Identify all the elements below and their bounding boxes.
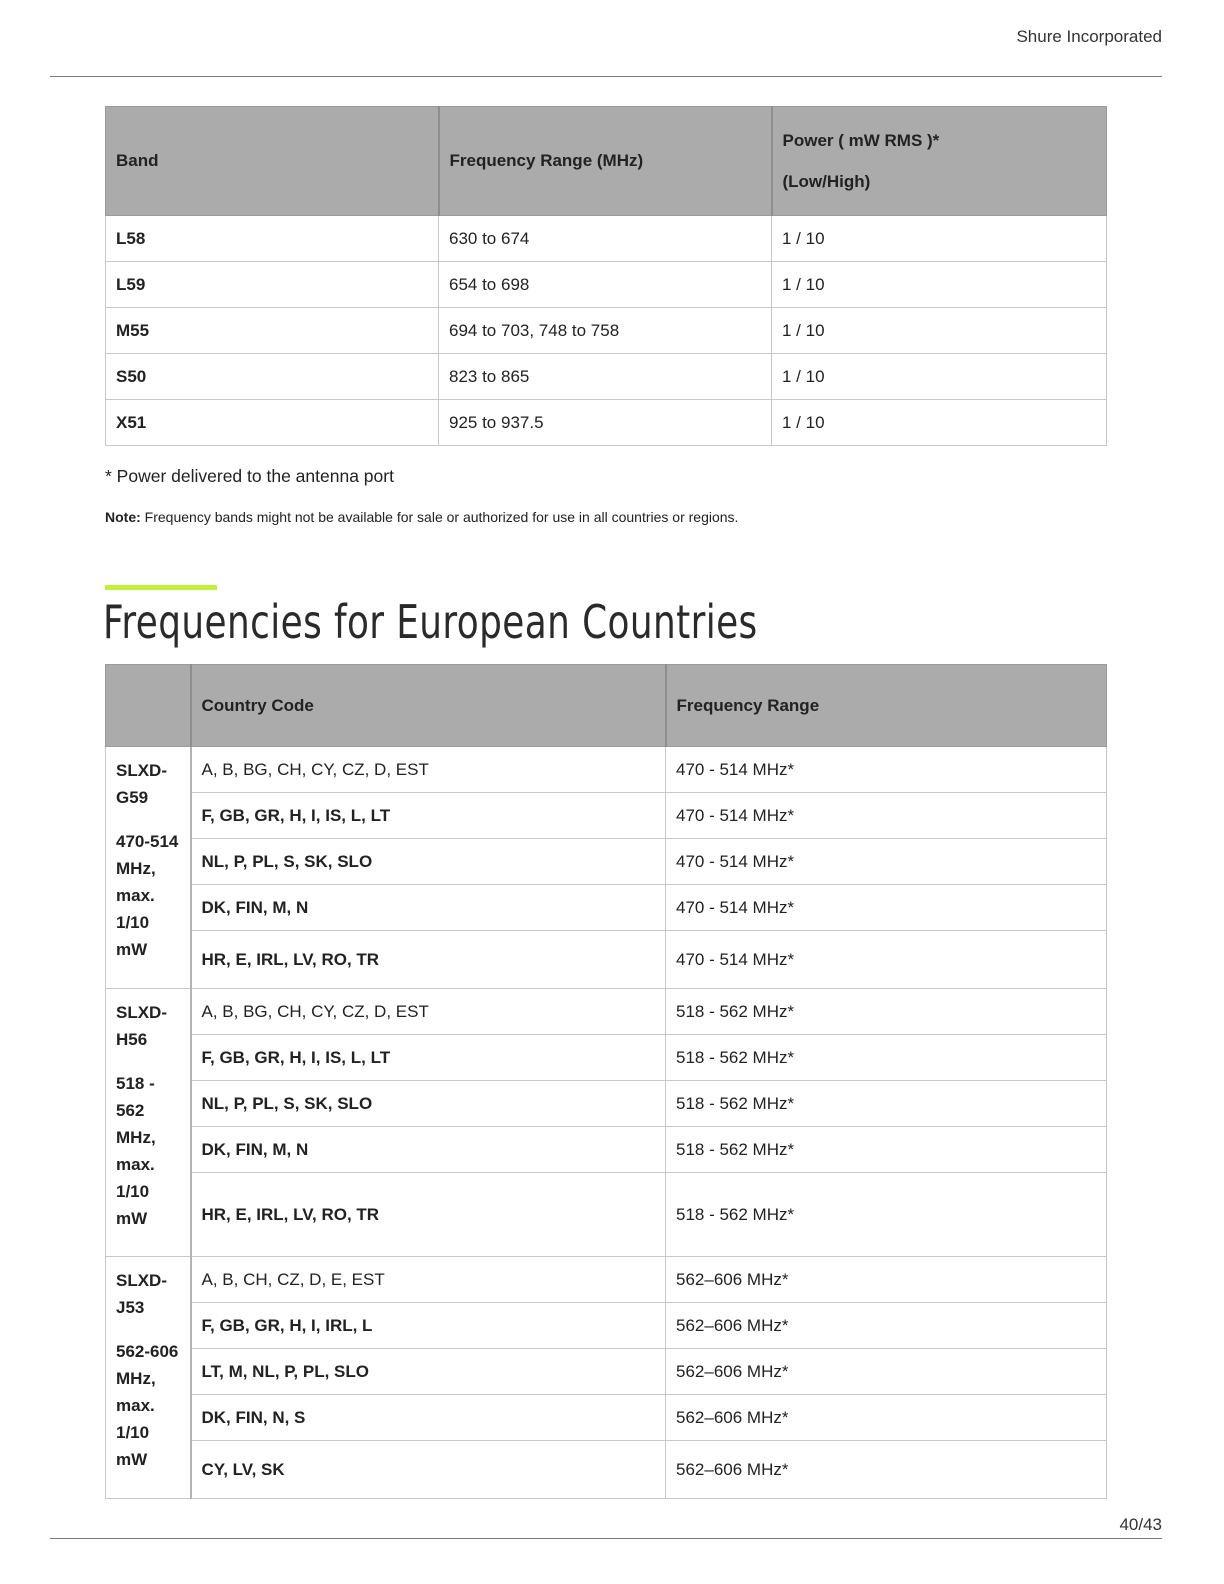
band-power-table xyxy=(105,106,1107,446)
group-range: MHz, xyxy=(116,859,156,878)
power-cell: 1 / 10 xyxy=(772,400,1107,446)
group-model: H56 xyxy=(116,1030,148,1049)
country-code-cell: DK, FIN, M, N xyxy=(191,885,666,931)
country-code-cell: DK, FIN, M, N xyxy=(191,1127,666,1173)
country-code-cell: NL, P, PL, S, SK, SLO xyxy=(191,839,666,885)
country-code-cell: A, B, BG, CH, CY, CZ, D, EST xyxy=(191,989,666,1035)
band-cell: S50 xyxy=(106,354,439,400)
group-range: max. xyxy=(116,1396,155,1415)
section-title: Frequencies for European Countries xyxy=(103,595,758,649)
group-model: J53 xyxy=(116,1298,145,1317)
table-header-row xyxy=(106,665,1107,747)
table-row xyxy=(106,989,1107,1035)
frequency-range-cell: 470 - 514 MHz* xyxy=(666,793,1107,839)
column-header-frequency-range: Frequency Range xyxy=(666,665,1107,747)
table-row xyxy=(106,747,1107,793)
frequency-range-cell: 470 - 514 MHz* xyxy=(666,885,1107,931)
country-code-cell: NL, P, PL, S, SK, SLO xyxy=(191,1081,666,1127)
country-code-cell: F, GB, GR, H, I, IRL, L xyxy=(191,1303,666,1349)
group-range: 562 xyxy=(116,1101,145,1120)
table-row xyxy=(106,1081,1107,1127)
frequency-cell: 654 to 698 xyxy=(439,262,772,308)
group-range: 470-514 xyxy=(116,832,179,851)
group-range: max. xyxy=(116,886,155,905)
group-range: max. xyxy=(116,1155,155,1174)
group-range: MHz, xyxy=(116,1369,156,1388)
group-cell-g59 xyxy=(106,747,191,989)
frequency-cell: 630 to 674 xyxy=(439,216,772,262)
band-cell: X51 xyxy=(106,400,439,446)
table-row xyxy=(106,400,1107,446)
availability-note xyxy=(105,509,738,525)
group-range: MHz, xyxy=(116,1128,156,1147)
group-model: SLXD- xyxy=(116,761,167,780)
group-range: mW xyxy=(116,940,148,959)
frequency-range-cell: 562–606 MHz* xyxy=(666,1395,1107,1441)
frequency-range-cell: 470 - 514 MHz* xyxy=(666,839,1107,885)
table-row xyxy=(106,931,1107,989)
table-row xyxy=(106,262,1107,308)
frequency-range-cell: 518 - 562 MHz* xyxy=(666,1035,1107,1081)
frequency-cell: 823 to 865 xyxy=(439,354,772,400)
band-cell: L58 xyxy=(106,216,439,262)
table-row xyxy=(106,216,1107,262)
country-code-cell: A, B, BG, CH, CY, CZ, D, EST xyxy=(191,747,666,793)
column-header-frequency-range: Frequency Range (MHz) xyxy=(439,107,772,216)
band-cell: M55 xyxy=(106,308,439,354)
power-cell: 1 / 10 xyxy=(772,354,1107,400)
frequency-cell: 925 to 937.5 xyxy=(439,400,772,446)
frequency-range-cell: 562–606 MHz* xyxy=(666,1303,1107,1349)
frequency-range-cell: 562–606 MHz* xyxy=(666,1441,1107,1499)
european-frequencies-table xyxy=(105,664,1107,1499)
power-cell: 1 / 10 xyxy=(772,308,1107,354)
group-range: 1/10 xyxy=(116,1182,150,1201)
note-label: Note: xyxy=(105,509,141,525)
table-row xyxy=(106,839,1107,885)
country-code-cell: HR, E, IRL, LV, RO, TR xyxy=(191,1173,666,1257)
footer-divider xyxy=(50,1538,1162,1539)
frequency-range-cell: 470 - 514 MHz* xyxy=(666,931,1107,989)
column-header-power xyxy=(772,107,1107,216)
table-header-row xyxy=(106,107,1107,216)
group-range: 1/10 xyxy=(116,913,150,932)
frequency-cell: 694 to 703, 748 to 758 xyxy=(439,308,772,354)
column-header-power-label: Power ( mW RMS )* xyxy=(782,130,940,150)
table-row xyxy=(106,1303,1107,1349)
column-header-power-sub: (Low/High) xyxy=(782,171,871,191)
column-header-band: Band xyxy=(106,107,439,216)
section-accent-bar xyxy=(105,585,217,590)
country-code-cell: A, B, CH, CZ, D, E, EST xyxy=(191,1257,666,1303)
header-company-name: Shure Incorporated xyxy=(1016,27,1162,46)
table-row xyxy=(106,1035,1107,1081)
group-range: mW xyxy=(116,1450,148,1469)
group-range: 518 - xyxy=(116,1074,155,1093)
table-row xyxy=(106,354,1107,400)
group-model: SLXD- xyxy=(116,1271,167,1290)
table-row xyxy=(106,308,1107,354)
power-footnote: * Power delivered to the antenna port xyxy=(105,466,394,486)
country-code-cell: F, GB, GR, H, I, IS, L, LT xyxy=(191,1035,666,1081)
power-cell: 1 / 10 xyxy=(772,216,1107,262)
note-text: Frequency bands might not be available for sale or authorized for use in all countries or regions. xyxy=(140,509,739,525)
group-cell-h56 xyxy=(106,989,191,1257)
table-row xyxy=(106,1173,1107,1257)
group-range: 1/10 xyxy=(116,1423,150,1442)
country-code-cell: DK, FIN, N, S xyxy=(191,1395,666,1441)
group-model: SLXD- xyxy=(116,1003,167,1022)
header-divider xyxy=(50,76,1162,77)
power-cell: 1 / 10 xyxy=(772,262,1107,308)
column-header-group xyxy=(106,665,191,747)
frequency-range-cell: 518 - 562 MHz* xyxy=(666,1081,1107,1127)
frequency-range-cell: 470 - 514 MHz* xyxy=(666,747,1107,793)
group-cell-j53 xyxy=(106,1257,191,1499)
table-row xyxy=(106,1127,1107,1173)
group-model: G59 xyxy=(116,788,149,807)
frequency-range-cell: 518 - 562 MHz* xyxy=(666,1127,1107,1173)
frequency-range-cell: 562–606 MHz* xyxy=(666,1349,1107,1395)
frequency-range-cell: 518 - 562 MHz* xyxy=(666,989,1107,1035)
group-range: 562-606 xyxy=(116,1342,179,1361)
group-range: mW xyxy=(116,1209,148,1228)
band-cell: L59 xyxy=(106,262,439,308)
table-row xyxy=(106,1257,1107,1303)
country-code-cell: CY, LV, SK xyxy=(191,1441,666,1499)
column-header-country-code: Country Code xyxy=(191,665,666,747)
table-row xyxy=(106,1441,1107,1499)
frequency-range-cell: 562–606 MHz* xyxy=(666,1257,1107,1303)
table-row xyxy=(106,1349,1107,1395)
frequency-range-cell: 518 - 562 MHz* xyxy=(666,1173,1107,1257)
country-code-cell: HR, E, IRL, LV, RO, TR xyxy=(191,931,666,989)
table-row xyxy=(106,1395,1107,1441)
page-number: 40/43 xyxy=(1119,1515,1162,1534)
table-row xyxy=(106,885,1107,931)
country-code-cell: LT, M, NL, P, PL, SLO xyxy=(191,1349,666,1395)
country-code-cell: F, GB, GR, H, I, IS, L, LT xyxy=(191,793,666,839)
table-row xyxy=(106,793,1107,839)
